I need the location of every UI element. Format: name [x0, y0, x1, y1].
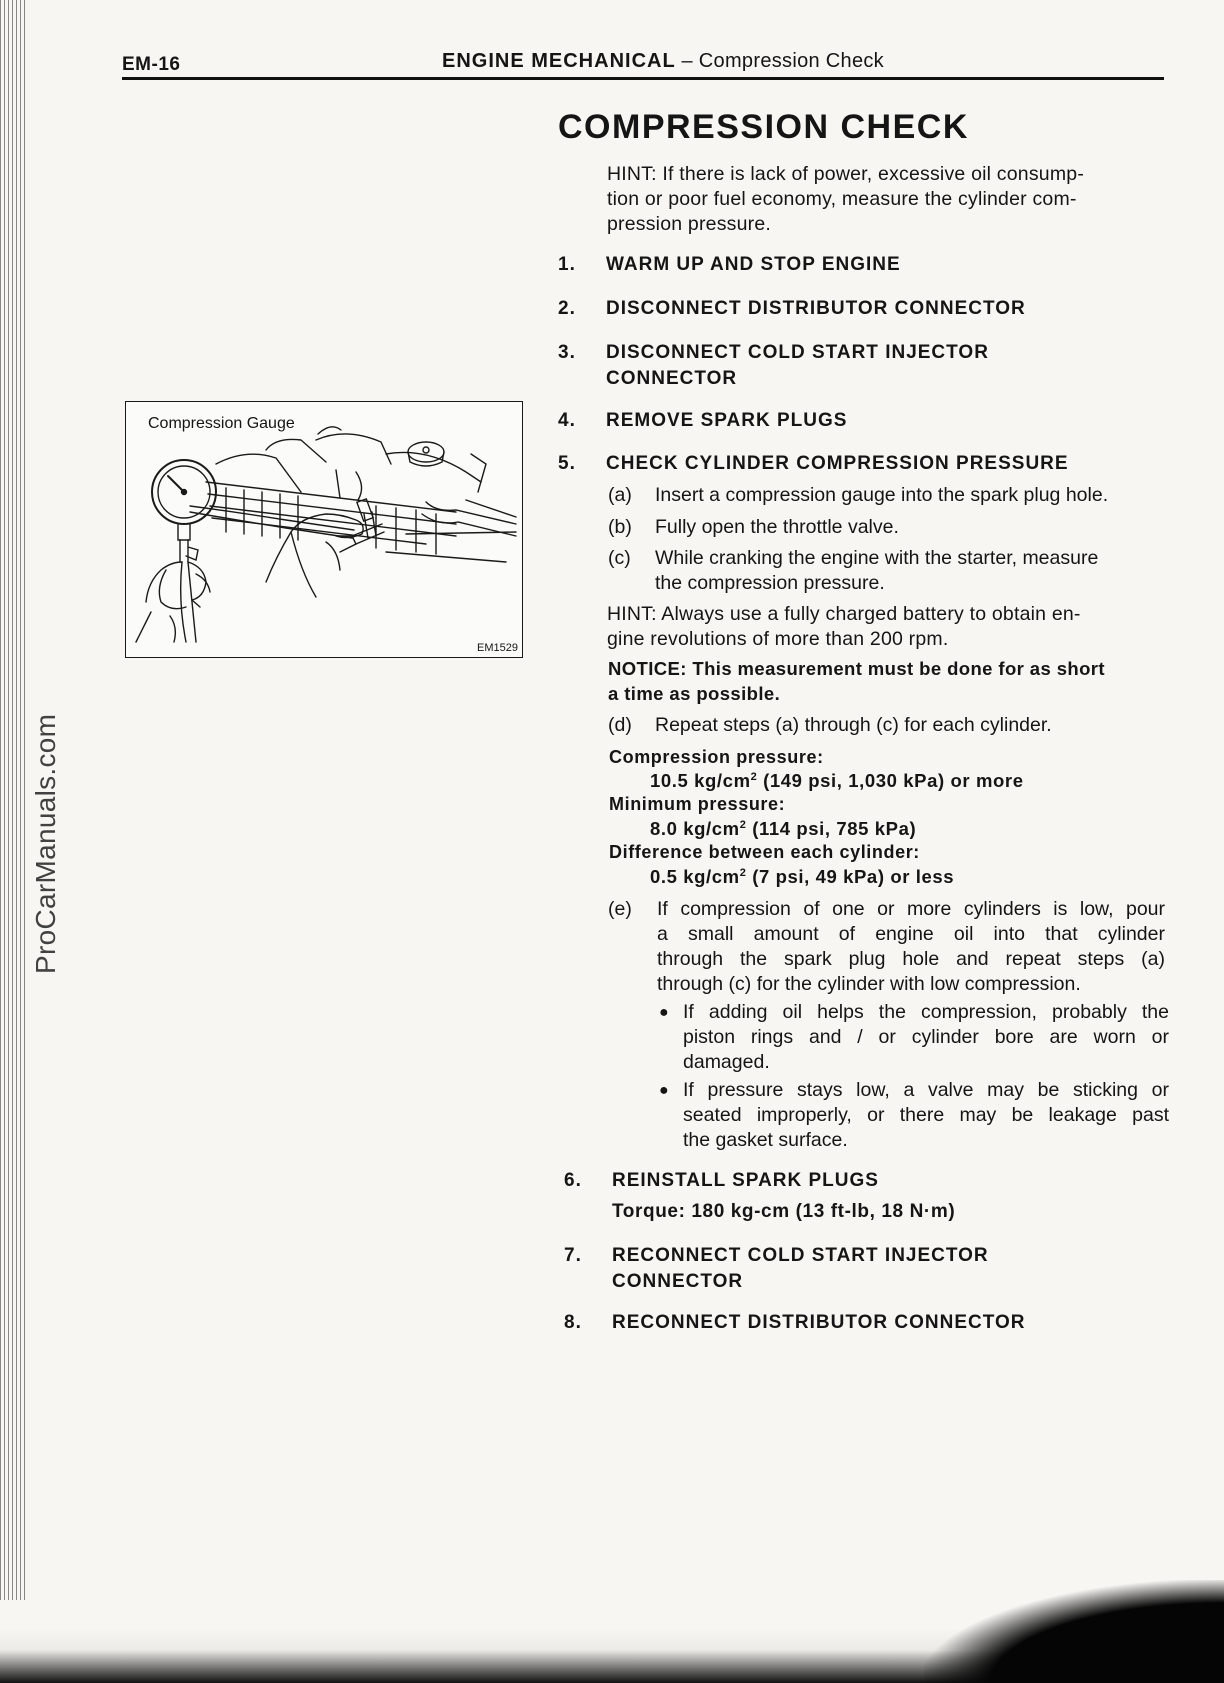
substep-text-line: If compression of one or more cylinders is low, pour [657, 898, 1165, 920]
hint-paragraph-2 [607, 602, 1081, 652]
substep-label: (a) [608, 484, 632, 506]
hint-line: HINT: Always use a fully charged battery to obtain en- [607, 603, 1081, 625]
bullet-line: If pressure stays low, a valve may be sticking or [683, 1079, 1169, 1101]
step-text: WARM UP AND STOP ENGINE [606, 254, 901, 275]
spec-difference-label: Difference between each cylinder: [609, 842, 920, 862]
watermark: ProCarManuals.com [30, 713, 61, 974]
step-number: 5. [558, 453, 576, 474]
substep-text-line: through the spark plug hole and repeat steps (a) [657, 948, 1165, 970]
bullet-line: damaged. [683, 1051, 770, 1073]
compression-gauge-figure [125, 401, 523, 658]
spec-superscript: 2 [739, 866, 747, 879]
substep-text: Insert a compression gauge into the spark plug hole. [655, 484, 1109, 506]
bullet-line: the gasket surface. [683, 1129, 848, 1151]
header-rule [122, 77, 1164, 80]
hint-line: gine revolutions of more than 200 rpm. [607, 628, 949, 650]
substep-text [655, 546, 1098, 596]
torque-spec: Torque: 180 kg-cm (13 ft-lb, 18 N·m) [612, 1201, 956, 1222]
substep-text: Fully open the throttle valve. [655, 516, 899, 538]
spec-value-text: 10.5 kg/cm [650, 770, 751, 791]
spec-superscript: 2 [750, 770, 758, 783]
bullet-icon: ● [659, 1082, 669, 1099]
figure-callout: Compression Gauge [148, 415, 295, 432]
subsection-title: – Compression Check [675, 50, 884, 72]
step-number: 6. [564, 1170, 582, 1191]
bullet-icon: ● [659, 1004, 669, 1021]
bullet-line: piston rings and / or cylinder bore are worn or [683, 1026, 1169, 1048]
bullet-line: seated improperly, or there may be leakage past [683, 1104, 1169, 1126]
scan-binding-edge [0, 0, 26, 1600]
bullet-text [683, 1078, 1169, 1153]
substep-text [657, 897, 1165, 997]
step-text-line: CONNECTOR [606, 368, 738, 389]
spec-compression-label: Compression pressure: [609, 747, 824, 767]
notice-line: a time as possible. [608, 683, 781, 704]
notice-paragraph [608, 656, 1105, 706]
step-text-line: DISCONNECT COLD START INJECTOR [606, 342, 989, 363]
step-number: 4. [558, 410, 576, 431]
step-text: REMOVE SPARK PLUGS [606, 410, 848, 431]
step-number: 7. [564, 1245, 582, 1266]
running-title [442, 50, 884, 73]
scan-corner-shadow [924, 1580, 1224, 1683]
step-text [612, 1243, 1172, 1295]
spec-value-text: 0.5 kg/cm [650, 866, 740, 887]
bullet-line: If adding oil helps the compression, probably the [683, 1001, 1169, 1023]
bullet-text [683, 1000, 1169, 1075]
substep-label: (d) [608, 714, 632, 736]
hint-line: tion or poor fuel economy, measure the cylinder com- [607, 188, 1077, 210]
spec-superscript: 2 [739, 818, 747, 831]
step-text-line: RECONNECT COLD START INJECTOR [612, 1245, 989, 1266]
notice-line: NOTICE: This measurement must be done for as short [608, 658, 1105, 679]
page-header [122, 50, 1164, 78]
substep-label: (e) [608, 898, 632, 920]
substep-text-line: a small amount of engine oil into that cylinder [657, 923, 1165, 945]
substep-text-line: While cranking the engine with the starter, measure [655, 547, 1099, 569]
step-number: 1. [558, 254, 576, 275]
substep-text: Repeat steps (a) through (c) for each cylinder. [655, 714, 1052, 736]
spec-value-text: (7 psi, 49 kPa) or less [746, 866, 955, 887]
hint-line: pression pressure. [607, 213, 772, 235]
page-number: EM-16 [122, 54, 181, 75]
substep-label: (c) [608, 547, 631, 569]
step-text [606, 340, 1166, 392]
spec-difference-value [650, 866, 954, 888]
hint-line: HINT: If there is lack of power, excessive oil consump- [607, 163, 1085, 185]
hint-paragraph-1 [607, 162, 1167, 237]
step-number: 3. [558, 342, 576, 363]
step-text: REINSTALL SPARK PLUGS [612, 1170, 879, 1191]
spec-value-text: 8.0 kg/cm [650, 818, 740, 839]
substep-text-line: through (c) for the cylinder with low compression. [657, 973, 1081, 995]
step-text: CHECK CYLINDER COMPRESSION PRESSURE [606, 453, 1069, 474]
step-text-line: CONNECTOR [612, 1271, 744, 1292]
step-text: RECONNECT DISTRIBUTOR CONNECTOR [612, 1312, 1026, 1333]
section-title: ENGINE MECHANICAL [442, 50, 676, 72]
step-number: 8. [564, 1312, 582, 1333]
substep-text-line: the compression pressure. [655, 572, 885, 594]
substep-label: (b) [608, 516, 632, 538]
spec-value-text: (149 psi, 1,030 kPa) or more [757, 770, 1024, 791]
spec-compression-value [650, 770, 1024, 792]
step-text: DISCONNECT DISTRIBUTOR CONNECTOR [606, 298, 1026, 319]
figure-code: EM1529 [477, 642, 518, 654]
spec-value-text: (114 psi, 785 kPa) [746, 818, 917, 839]
spec-minimum-label: Minimum pressure: [609, 794, 786, 814]
spec-minimum-value [650, 818, 916, 840]
page-title: COMPRESSION CHECK [558, 108, 969, 146]
step-number: 2. [558, 298, 576, 319]
compression-gauge-illustration [126, 402, 522, 657]
